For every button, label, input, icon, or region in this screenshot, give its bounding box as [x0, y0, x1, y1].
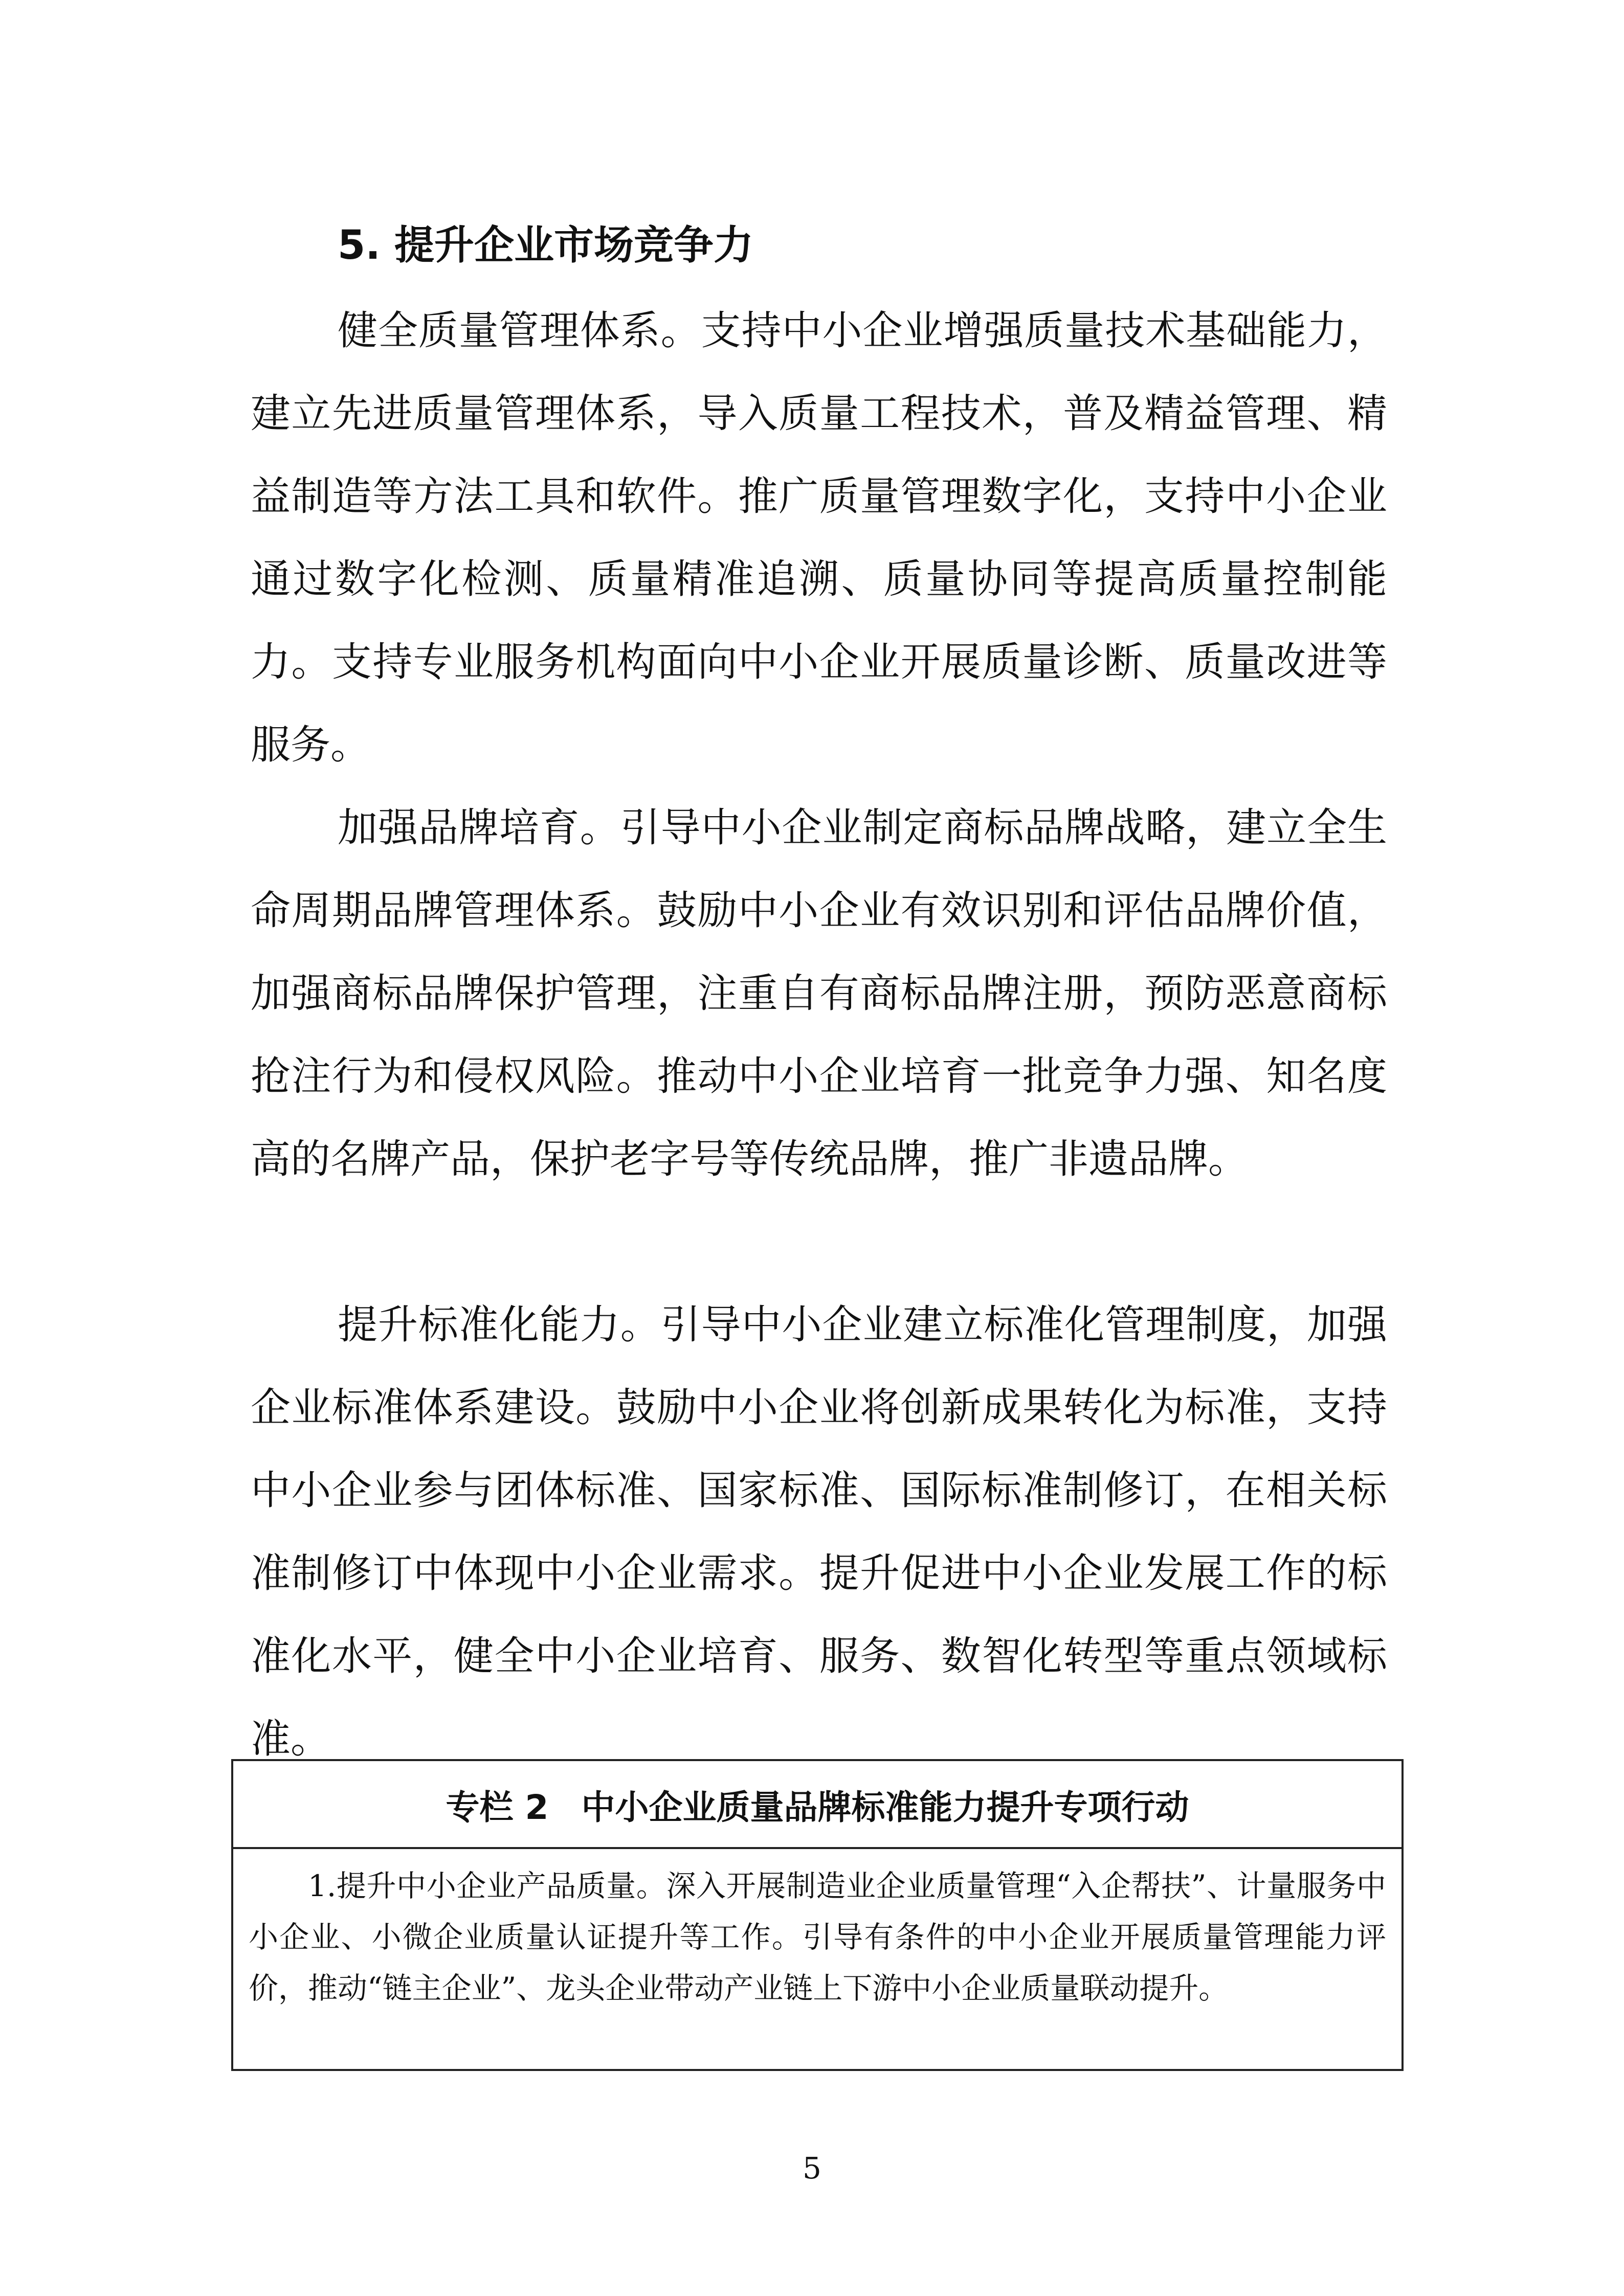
special-column-body: 1.提升中小企业产品质量。深入开展制造业企业质量管理“入企帮扶”、计量服务中小企业、小微企业质量认证提升等工作。引导有条件的中小企业开展质量管理能力评价，推动“链主企业”、龙头企业带动产业链上下游中小企业质量联动提升。 — [249, 1869, 1386, 2006]
special-column-box — [231, 1759, 1404, 2071]
special-column-label: 专栏 2 — [446, 1787, 549, 1827]
special-column-header — [233, 1761, 1401, 1849]
section-heading: 5. 提升企业市场竞争力 — [338, 222, 754, 268]
paragraph-standardization: 提升标准化能力。引导中小企业建立标准化管理制度，加强企业标准体系建设。鼓励中小企业将创新成果转化为标准，支持中小企业参与团体标准、国家标准、国际标准制修订，在相关标准制修订中体现中小企业需求。提升促进中小企业发展工作的标准化水平，健全中小企业培育、服务、数智化转型等重点领域标准。 — [251, 1302, 1387, 1762]
paragraph-quality-management: 健全质量管理体系。支持中小企业增强质量技术基础能力，建立先进质量管理体系，导入质量工程技术，普及精益管理、精益制造等方法工具和软件。推广质量管理数字化，支持中小企业通过数字化检测、质量精准追溯、质量协同等提高质量控制能力。支持专业服务机构面向中小企业开展质量诊断、质量改进等服务。 — [251, 308, 1387, 768]
page-number: 5 — [803, 2151, 821, 2186]
paragraph-brand-cultivation: 加强品牌培育。引导中小企业制定商标品牌战略，建立全生命周期品牌管理体系。鼓励中小企业有效识别和评估品牌价值，加强商标品牌保护管理，注重自有商标品牌注册，预防恶意商标抢注行为和侵权风险。推动中小企业培育一批竞争力强、知名度高的名牌产品，保护老字号等传统品牌，推广非遗品牌。 — [251, 805, 1387, 1182]
special-column-title: 中小企业质量品牌标准能力提升专项行动 — [581, 1787, 1189, 1827]
